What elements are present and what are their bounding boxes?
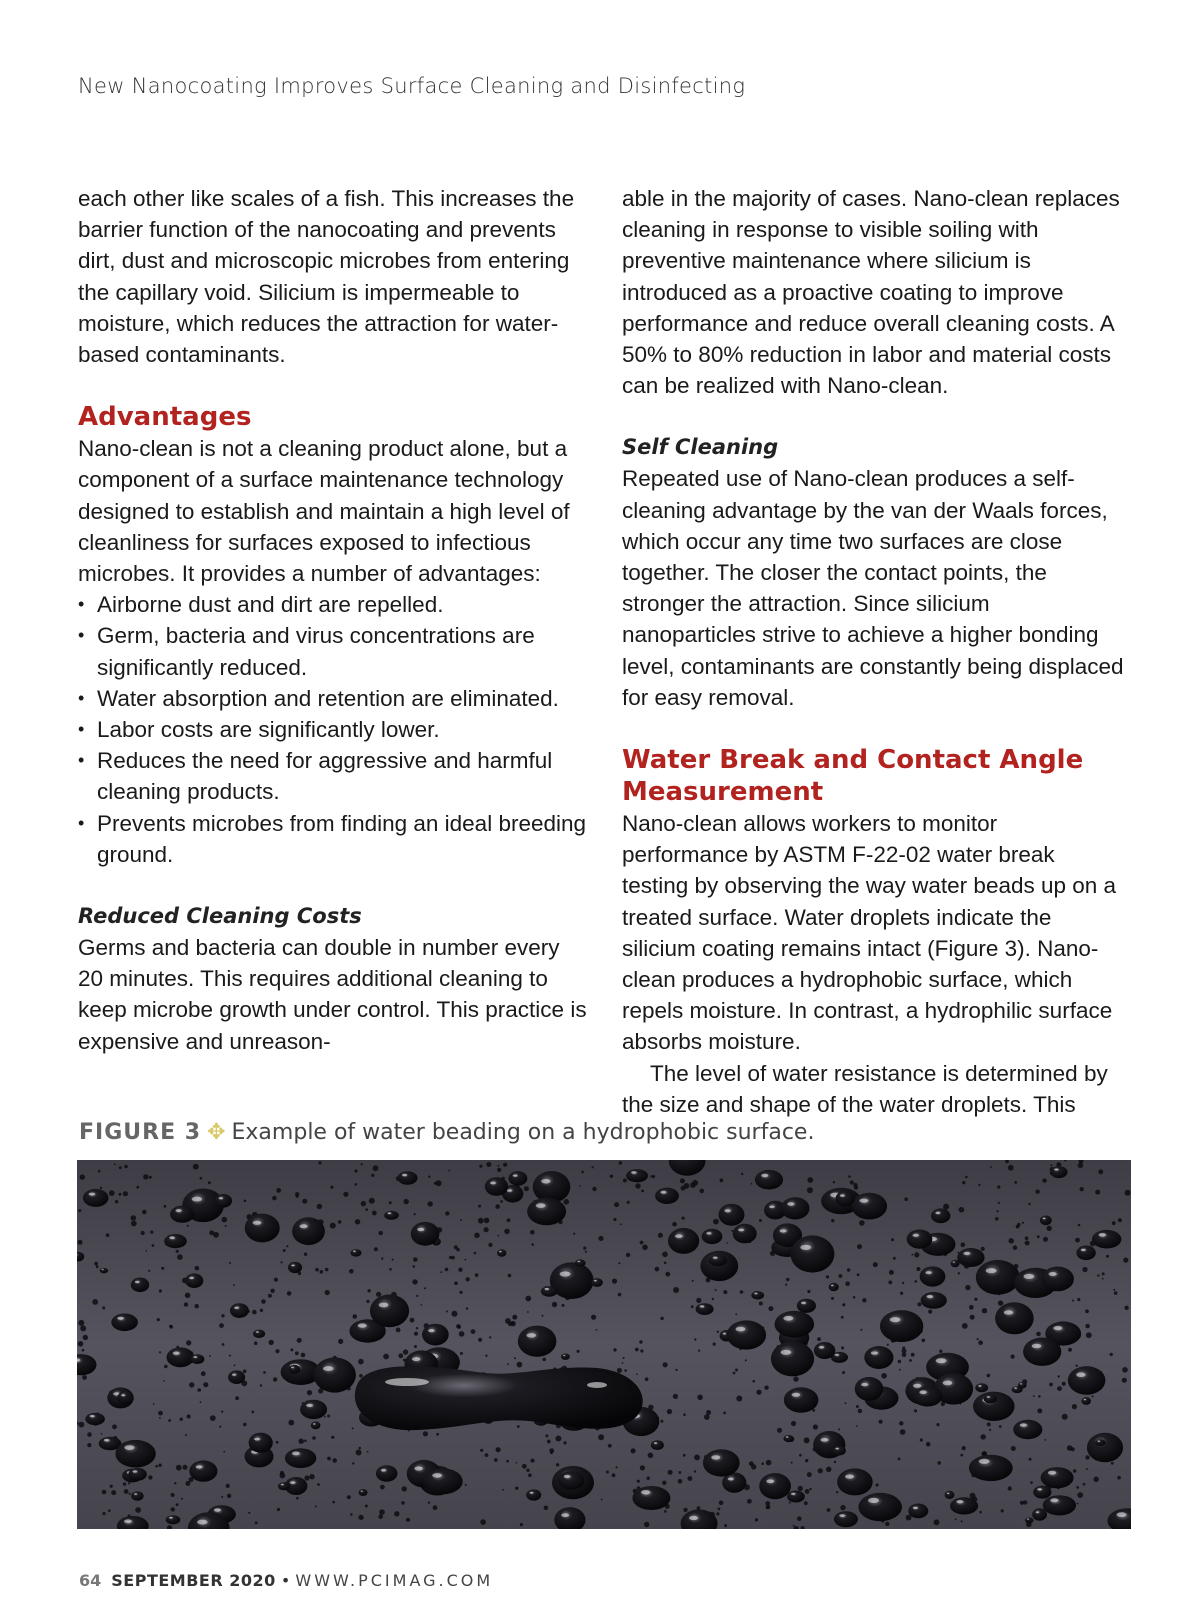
advantages-paragraph: Nano-clean is not a cleaning product alone, but a component of a surface maintenance technology designed to establish and maintain a high level of cleanliness for surfaces exposed to infectious microbes. It provides a number of advantages: (78, 436, 570, 587)
reduced-costs-paragraph: Germs and bacteria can double in number every 20 minutes. This requires additional cleaning to keep microbe growth under control. This practice is expensive and unreason- (78, 935, 587, 1054)
left-column (78, 183, 588, 1057)
water-break-heading: Water Break and Contact Angle Measurement (622, 745, 1084, 808)
water-beading-photo (77, 1160, 1131, 1529)
figure-label: FIGURE 3 (79, 1120, 202, 1145)
reduced-costs-heading: Reduced Cleaning Costs (78, 904, 362, 929)
ornament-icon: ✥ (207, 1120, 226, 1145)
issue-date: SEPTEMBER 2020 (111, 1571, 276, 1590)
advantages-heading: Advantages (78, 402, 252, 433)
self-cleaning-paragraph: Repeated use of Nano-clean produces a self-cleaning advantage by the van der Waals forces, which occur any time two surfaces are close together. The closer the contact points, the stronger the attraction. Since silicium nanoparticles strive to achieve a higher bonding level, contaminants are constantly being displaced for easy removal. (622, 466, 1124, 710)
page-footer (79, 1571, 493, 1590)
water-break-paragraph: Nano-clean allows workers to monitor performance by ASTM F-22-02 water break testing by observing the way water beads up on a treated surface. Water droplets indicate the silicium coating remains intact (Figure 3). Nano-clean produces a hydrophobic surface, which repels moisture. In contrast, a hydrophilic surface absorbs moisture. (622, 811, 1117, 1055)
footer-bullet: • (280, 1571, 291, 1590)
self-cleaning-heading: Self Cleaning (622, 435, 779, 460)
page-number: 64 (79, 1571, 102, 1590)
right-intro-paragraph: able in the majority of cases. Nano-clean replaces cleaning in response to visible soiling with preventive maintenance where silicium is introduced as a proactive coating to improve performance and reduce overall cleaning costs. A 50% to 80% reduction in labor and material costs can be realized with Nano-clean. (622, 186, 1120, 399)
running-title: New Nanocoating Improves Surface Cleaning and Disinfecting (78, 74, 746, 98)
list-item: • Reduces the need for aggressive and harmful cleaning products. (78, 745, 588, 807)
figure-caption-text: Example of water beading on a hydrophobic surface. (231, 1120, 815, 1145)
list-item: • Labor costs are significantly lower. (78, 714, 588, 745)
water-resistance-paragraph: The level of water resistance is determined by the size and shape of the water droplets. This (622, 1060, 1108, 1117)
figure-caption (79, 1120, 814, 1145)
right-column (622, 183, 1127, 1120)
advantages-list (78, 589, 588, 870)
list-item: • Airborne dust and dirt are repelled. (78, 589, 588, 620)
left-intro-paragraph: each other like scales of a fish. This increases the barrier function of the nanocoating and prevents dirt, dust and microscopic microbes from entering the capillary void. Silicium is impermeable to moisture, which reduces the attraction for water-based contaminants. (78, 186, 575, 368)
website-link[interactable]: WWW.PCIMAG.COM (295, 1571, 494, 1590)
list-item: • Water absorption and retention are eliminated. (78, 683, 588, 714)
list-item: • Germ, bacteria and virus concentrations are significantly reduced. (78, 620, 588, 682)
list-item: • Prevents microbes from finding an ideal breeding ground. (78, 808, 588, 870)
